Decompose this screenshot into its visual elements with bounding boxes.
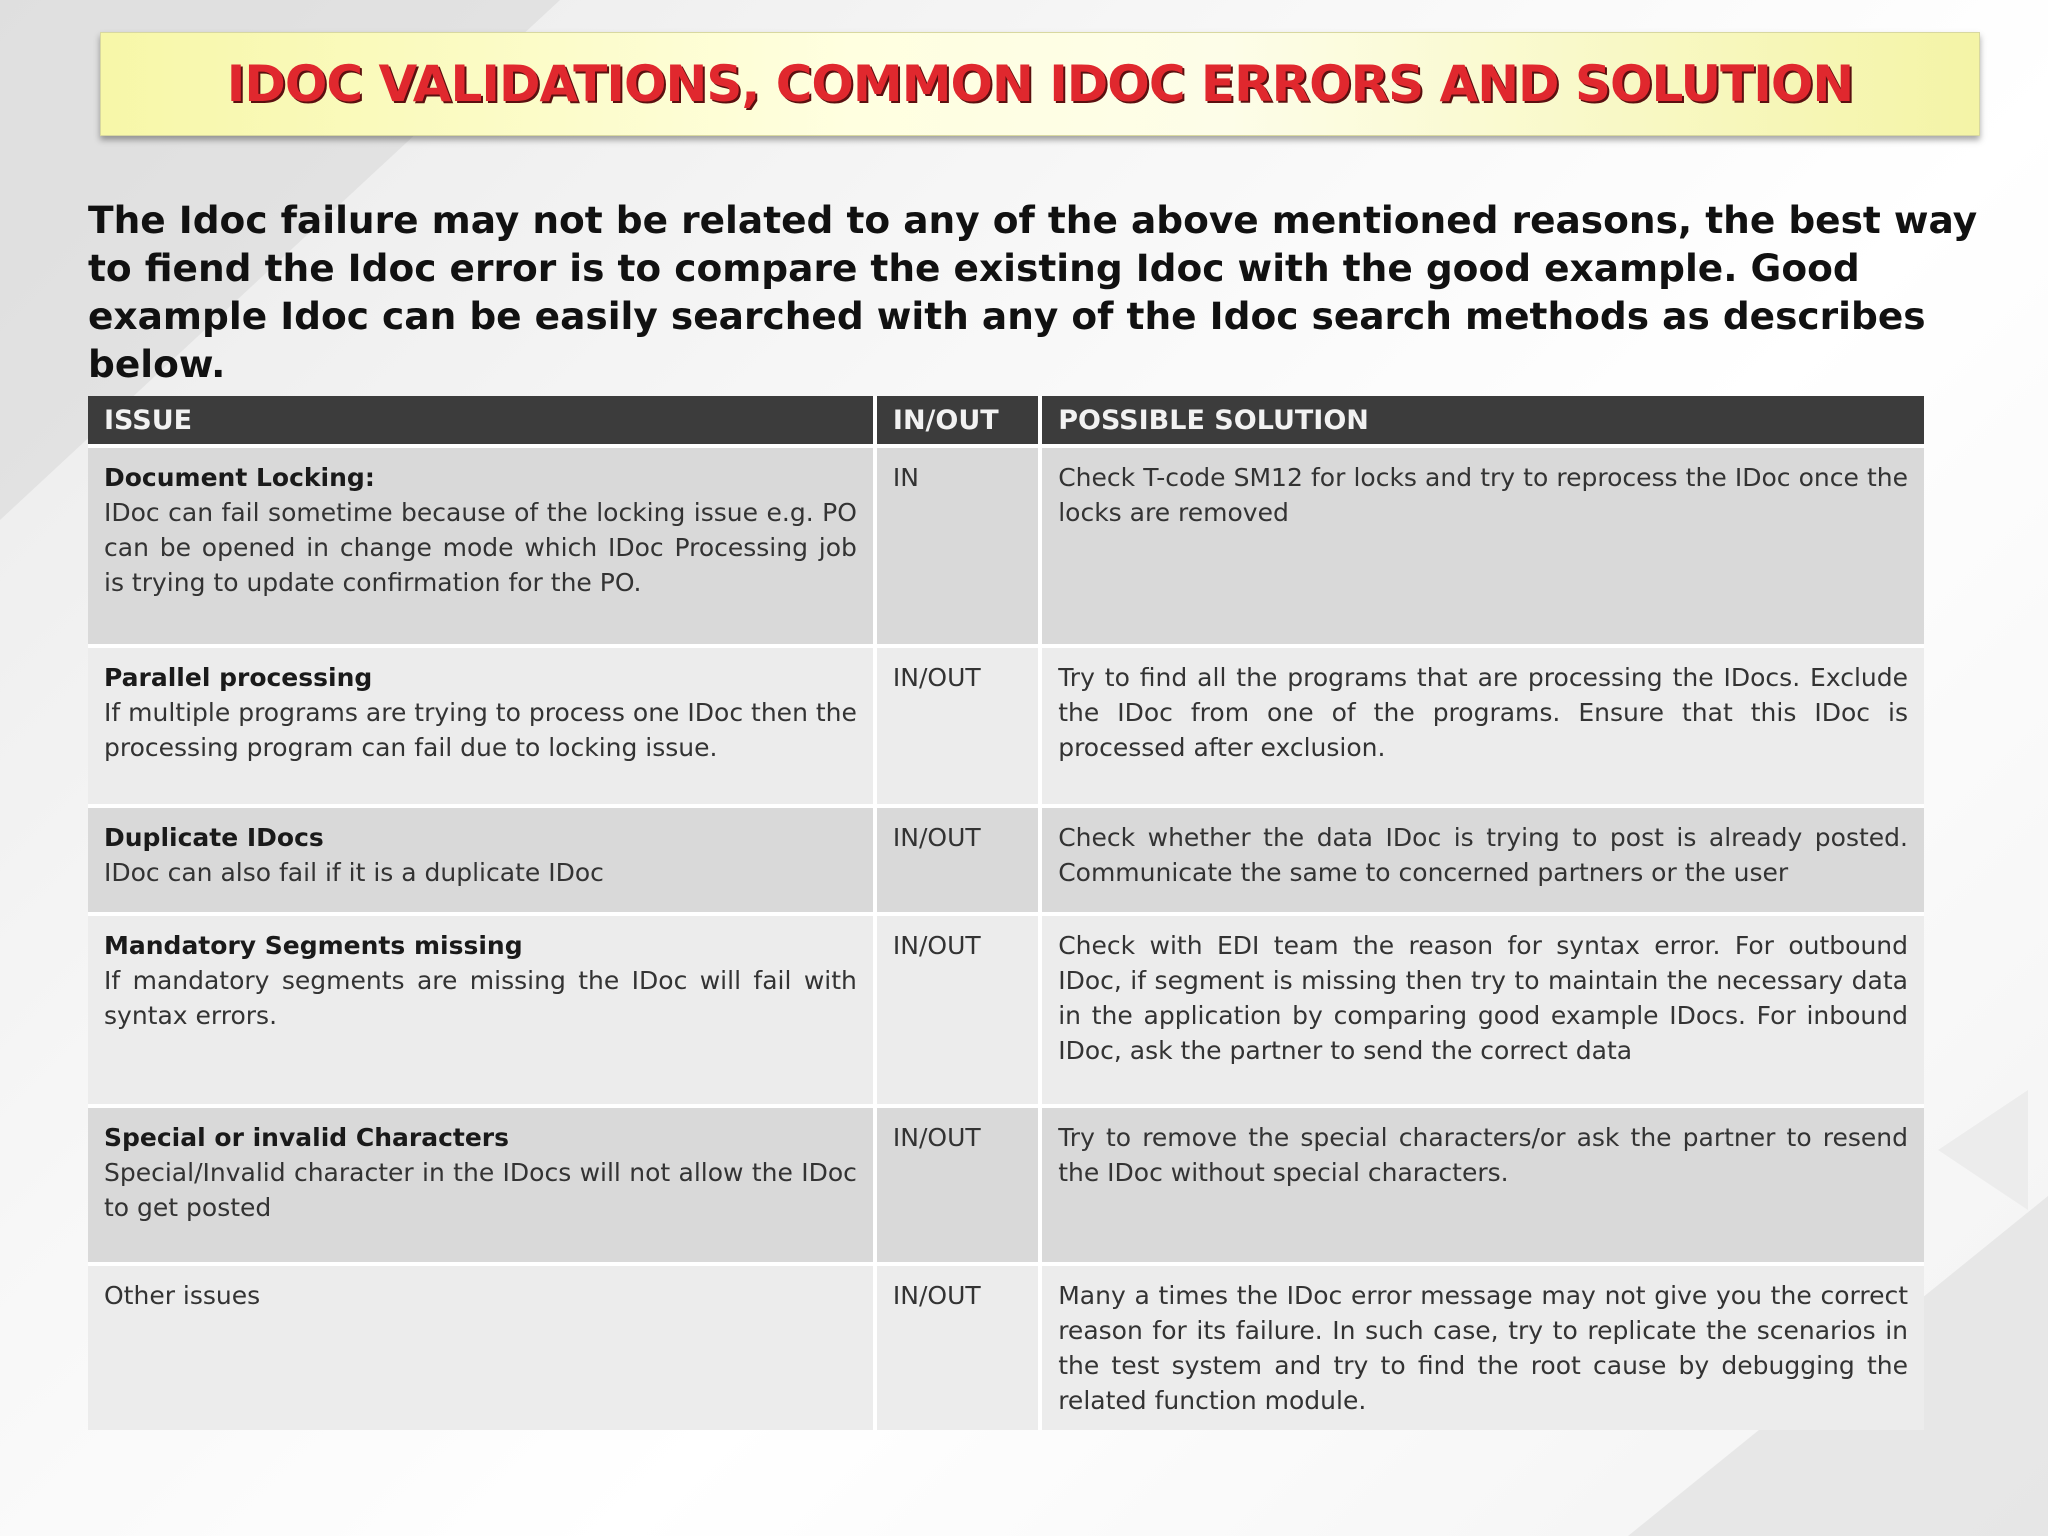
issues-table: [88, 396, 1924, 1430]
direction-cell: IN/OUT: [877, 644, 1042, 804]
issue-description: Special/Invalid character in the IDocs will not allow the IDoc to get posted: [104, 1158, 857, 1222]
issue-title: Parallel processing: [104, 663, 373, 692]
issue-title: Mandatory Segments missing: [104, 931, 523, 960]
issue-cell: [88, 804, 877, 912]
direction-cell: IN/OUT: [877, 1262, 1042, 1430]
issue-title: Duplicate IDocs: [104, 823, 324, 852]
table-row: [88, 444, 1924, 644]
issue-description: IDoc can also fail if it is a duplicate IDoc: [104, 858, 604, 887]
table-row: [88, 804, 1924, 912]
direction-cell: IN/OUT: [877, 804, 1042, 912]
table-row: [88, 1262, 1924, 1430]
issue-cell: [88, 1262, 877, 1430]
direction-cell: IN/OUT: [877, 912, 1042, 1104]
title-banner: [100, 32, 1980, 136]
solution-text: Check whether the data IDoc is trying to post is already posted. Communicate the same to concerned partners or the user: [1058, 823, 1908, 887]
slide-title: IDOC VALIDATIONS, COMMON IDOC ERRORS AND SOLUTION: [226, 55, 1854, 113]
issue-description: If multiple programs are trying to process one IDoc then the processing program can fail due to locking issue.: [104, 698, 857, 762]
table-header-row: [88, 396, 1924, 444]
solution-text: Try to find all the programs that are processing the IDocs. Exclude the IDoc from one of the programs. Ensure that this IDoc is processed after exclusion.: [1058, 663, 1908, 762]
issue-cell: [88, 1104, 877, 1262]
direction-cell: IN/OUT: [877, 1104, 1042, 1262]
issue-description: IDoc can fail sometime because of the locking issue e.g. PO can be opened in change mode which IDoc Processing job is trying to update confirmation for the PO.: [104, 498, 857, 597]
solution-cell: [1042, 444, 1924, 644]
solution-text: Check T-code SM12 for locks and try to reprocess the IDoc once the locks are removed: [1058, 463, 1908, 527]
solution-text: Check with EDI team the reason for syntax error. For outbound IDoc, if segment is missing then try to maintain the necessary data in the application by comparing good example IDocs. For inbound IDoc, ask the partner to send the correct data: [1058, 931, 1908, 1065]
issue-description: Other issues: [104, 1281, 261, 1310]
issue-description: If mandatory segments are missing the IDoc will fail with syntax errors.: [104, 966, 857, 1030]
issue-cell: [88, 444, 877, 644]
table-row: [88, 644, 1924, 804]
table-row: [88, 1104, 1924, 1262]
table-row: [88, 912, 1924, 1104]
solution-cell: [1042, 1262, 1924, 1430]
issue-title: Document Locking:: [104, 463, 375, 492]
direction-cell: IN: [877, 444, 1042, 644]
issue-title: Special or invalid Characters: [104, 1123, 510, 1152]
solution-cell: [1042, 804, 1924, 912]
solution-text: Try to remove the special characters/or ask the partner to resend the IDoc without special characters.: [1058, 1123, 1908, 1187]
solution-cell: [1042, 912, 1924, 1104]
header-issue: ISSUE: [88, 396, 877, 444]
header-possible-solution: POSSIBLE SOLUTION: [1042, 396, 1924, 444]
issue-cell: [88, 912, 877, 1104]
solution-cell: [1042, 1104, 1924, 1262]
background-chevron: [1938, 1090, 2028, 1210]
issue-cell: [88, 644, 877, 804]
solution-text: Many a times the IDoc error message may not give you the correct reason for its failure. In such case, try to replicate the scenarios in the test system and try to find the root cause by debugging the related function module.: [1058, 1281, 1908, 1415]
solution-cell: [1042, 644, 1924, 804]
intro-paragraph: The Idoc failure may not be related to any of the above mentioned reasons, the best way to fiend the Idoc error is to compare the existing Idoc with the good example. Good example Idoc can be easily searched with any of the Idoc search methods as describes below.: [88, 198, 1978, 386]
header-in-out: IN/OUT: [877, 396, 1042, 444]
